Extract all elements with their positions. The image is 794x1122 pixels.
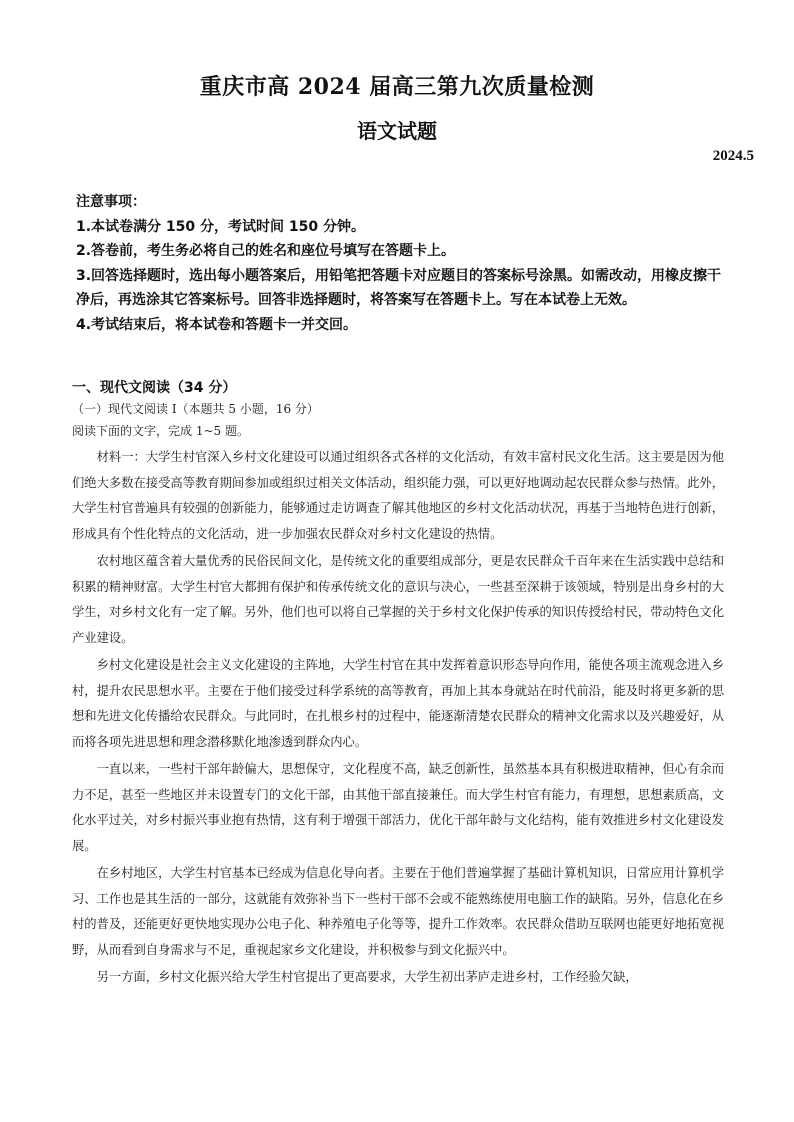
reading-passage: [72, 445, 724, 993]
notes-block: [76, 190, 726, 337]
page-subtitle: 语文试题: [357, 119, 437, 143]
passage-paragraph-6: 另一方面，乡村文化振兴给大学生村官提出了更高要求，大学生初出茅庐走进乡村，工作经验欠缺，: [96, 970, 638, 984]
page-title: 重庆市高 2024 届高三第九次质量检测: [199, 74, 595, 100]
note-item-1: 1.本试卷满分 150 分，考试时间 150 分钟。: [76, 218, 366, 235]
passage-paragraph-1: 材料一：大学生村官深入乡村文化建设可以通过组织各式各样的文化活动，有效丰富村民文化生活。这主要是因为他们绝大多数在接受高等教育期间参加或组织过相关文体活动，组织能力强，可以更好地调动起农民群众参与热情。此外，大学生村官普遍具有较强的创新能力，能够通过走访调查了解其他地区的乡村文化活动状况，再基于当地特色进行创新，形成具有个性化特点的文化活动，进一步加强农民群众对乡村文化建设的热情。: [72, 450, 724, 541]
note-item-2: 2.答卷前，考生务必将自己的姓名和座位号填写在答题卡上。: [76, 243, 456, 259]
section-instruction: 阅读下面的文字，完成 1~5 题。: [72, 424, 249, 438]
note-item-3: 3.回答选择题时，选出每小题答案后，用铅笔把答题卡对应题目的答案标号涂黑。如需改动，用橡皮擦干净后，再选涂其它答案标号。回答非选择题时，将答案写在答题卡上。写在本试卷上无效。: [76, 267, 722, 308]
passage-paragraph-3: 乡村文化建设是社会主义文化建设的主阵地，大学生村官在其中发挥着意识形态导向作用，能使各项主流观念进入乡村，提升农民思想水平。主要在于他们接受过科学系统的高等教育，再加上其本身就站在时代前沿，能及时将更多新的思想和先进文化传播给农民群众。与此同时，在扎根乡村的过程中，能逐渐清楚农民群众的精神文化需求以及兴趣爱好，从而将各项先进思想和理念潜移默化地渗透到群众内心。: [72, 658, 724, 749]
notes-heading: 注意事项：: [76, 194, 146, 210]
passage-paragraph-5: 在乡村地区，大学生村官基本已经成为信息化导向者。主要在于他们普遍掌握了基础计算机知识，日常应用计算机学习、工作也是其生活的一部分，这就能有效弥补当下一些村干部不会或不能熟练使用电脑工作的缺陷。另外，信息化在乡村的普及，还能更好更快地实现办公电子化、种养殖电子化等等，提升工作效率。农民群众借助互联网也能更好地拓宽视野，从而看到自身需求与不足，重视起家乡文化建设，并积极参与到文化振兴中。: [72, 866, 724, 957]
passage-paragraph-4: 一直以来，一些村干部年龄偏大，思想保守，文化程度不高，缺乏创新性，虽然基本具有积极进取精神，但心有余而力不足，甚至一些地区并未设置专门的文化干部，由其他干部直接兼任。而大学生村官有能力，有理想，思想素质高，文化水平过关，对乡村振兴事业抱有热情，这有利于增强干部活力，优化干部年龄与文化结构，能有效推进乡村文化建设发展。: [72, 762, 724, 853]
note-item-4: 4.考试结束后，将本试卷和答题卡一并交回。: [76, 316, 358, 333]
section-subheading: （一）现代文阅读 I（本题共 5 小题，16 分）: [72, 402, 319, 416]
passage-paragraph-2: 农村地区蕴含着大量优秀的民俗民间文化，是传统文化的重要组成部分，更是农民群众千百年来在生活实践中总结和积累的精神财富。大学生村官大都拥有保护和传承传统文化的意识与决心，一些甚至深耕于该领域，特别是出身乡村的大学生，对乡村文化有一定了解。另外，他们也可以将自己掌握的关于乡村文化保护传承的知识传授给村民，带动特色文化产业建设。: [72, 554, 724, 645]
exam-date: 2024.5: [712, 148, 754, 164]
section-heading: 一、现代文阅读（34 分）: [72, 380, 237, 396]
